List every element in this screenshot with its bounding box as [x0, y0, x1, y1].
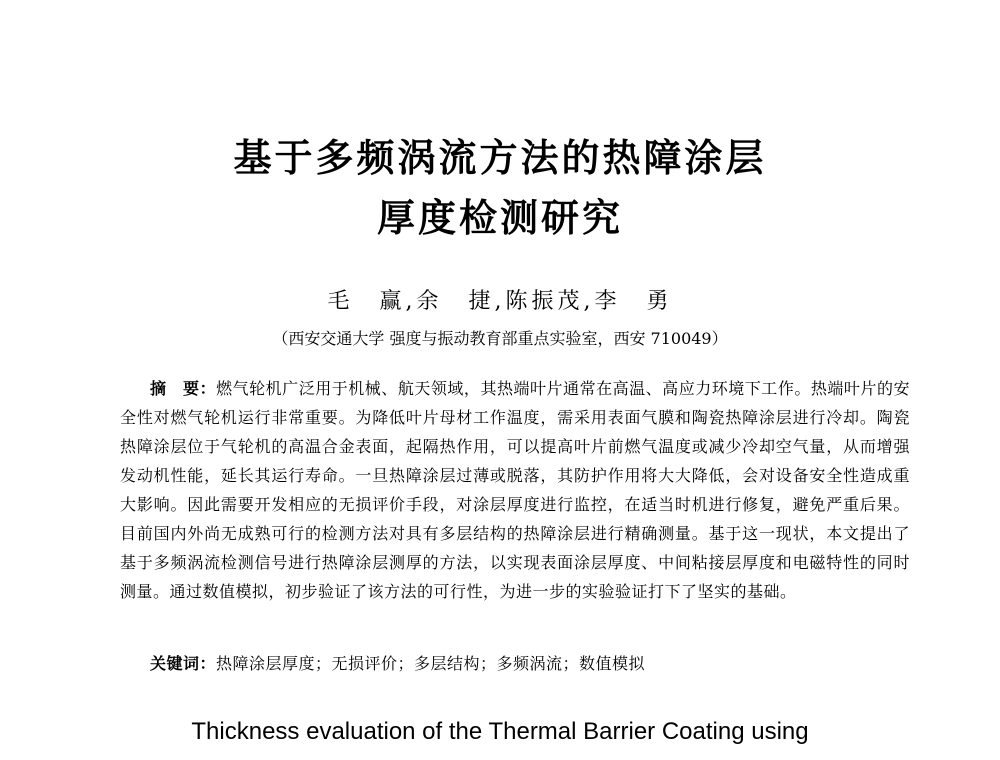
keywords-text: 热障涂层厚度；无损评价；多层结构；多频涡流；数值模拟 [216, 654, 646, 673]
paper-title-line-2: 厚度检测研究 [376, 196, 623, 240]
abstract-label: 摘 要： [150, 379, 217, 398]
paper-title-line-1: 基于多频涡流方法的热障涂层 [233, 136, 767, 180]
keywords-block [150, 650, 910, 678]
english-title: Thickness evaluation of the Thermal Barrier Coating using [191, 718, 809, 745]
abstract-text: 燃气轮机广泛用于机械、航天领域，其热端叶片通常在高温、高应力环境下工作。热端叶片的安全性对燃气轮机运行非常重要。为降低叶片母材工作温度，需采用表面气膜和陶瓷热障涂层进行冷却。陶瓷热障涂层位于气轮机的高温合金表面，起隔热作用，可以提高叶片前燃气温度或减少冷却空气量，从而增强发动机性能，延长其运行寿命。一旦热障涂层过薄或脱落，其防护作用将大大降低，会对设备安全性造成重大影响。因此需要开发相应的无损评价手段，对涂层厚度进行监控，在适当时机进行修复，避免严重后果。目前国内外尚无成熟可行的检测方法对具有多层结构的热障涂层进行精确测量。基于这一现状，本文提出了基于多频涡流检测信号进行热障涂层测厚的方法，以实现表面涂层厚度、中间粘接层厚度和电磁特性的同时测量。通过数值模拟，初步验证了该方法的可行性，为进一步的实验验证打下了坚实的基础。 [120, 379, 910, 601]
author-list: 毛 赢,余 捷,陈振茂,李 勇 [327, 289, 673, 314]
abstract-block [120, 374, 910, 606]
affiliation: （西安交通大学 强度与振动教育部重点实验室，西安 710049） [272, 329, 728, 348]
keywords-label: 关键词： [150, 654, 217, 673]
